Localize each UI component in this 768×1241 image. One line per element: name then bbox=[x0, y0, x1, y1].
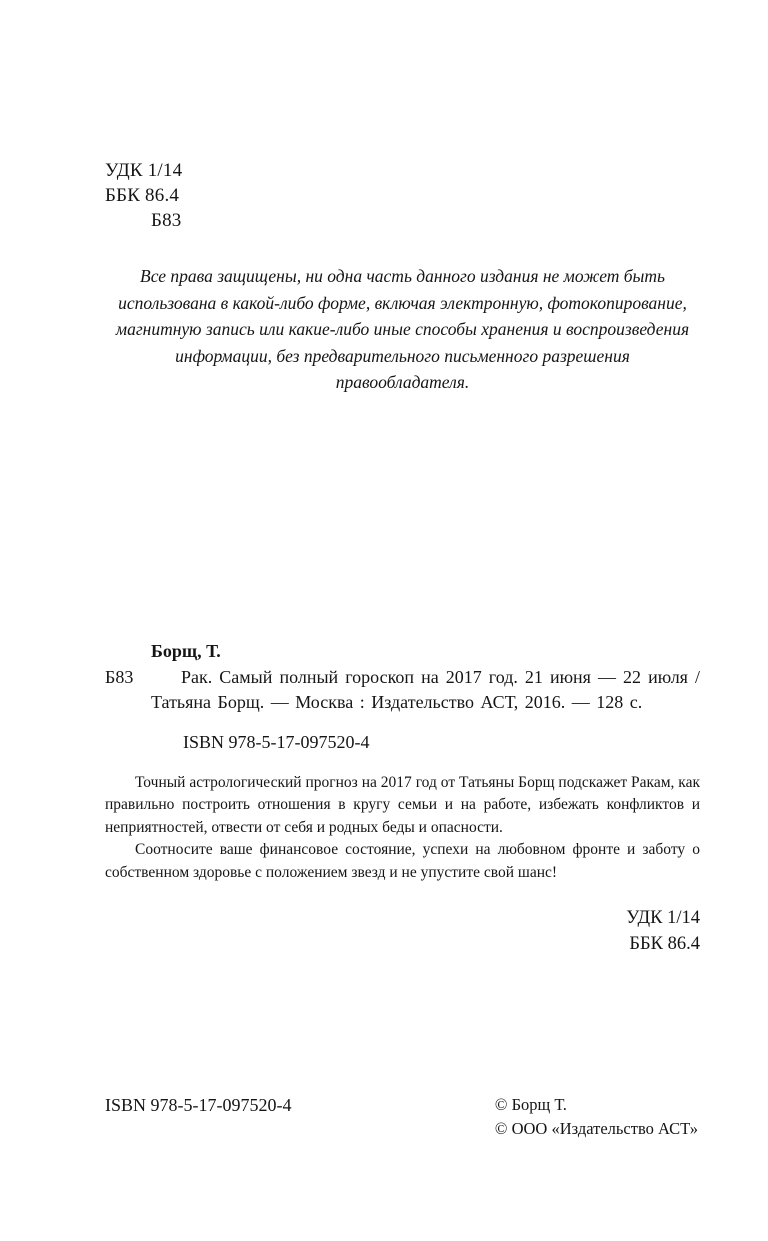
top-classification-codes bbox=[105, 158, 700, 233]
bibliographic-entry bbox=[105, 665, 700, 715]
bbk-code-top: ББК 86.4 bbox=[105, 185, 180, 206]
copyright-author: © Борщ Т. bbox=[494, 1095, 567, 1114]
isbn-main: ISBN 978-5-17-097520-4 bbox=[183, 731, 370, 752]
author-heading: Борщ, Т. bbox=[151, 640, 221, 661]
copyright-block bbox=[495, 1093, 698, 1141]
bottom-classification-codes bbox=[105, 905, 700, 957]
copyright-publisher: © ООО «Издательство АСТ» bbox=[494, 1119, 698, 1138]
rights-notice: Все права защищены, ни одна часть данного издания не может быть использована в какой-либо форме, включая электронную, фотокопирование, магнитную запись или какие-либо иные способы хранения и воспроизведения информации, без предварительного письменного разрешения правообладателя. bbox=[115, 266, 690, 392]
book-code-entry: Б83 bbox=[105, 666, 134, 687]
bibliographic-description: Рак. Самый полный гороскоп на 2017 год. 21 июня — 22 июля / Татьяна Борщ. — Москва : Издательство АСТ, 2016. — 128 с. bbox=[151, 666, 700, 712]
bbk-code-bottom: ББК 86.4 bbox=[629, 934, 700, 954]
bibliographic-section bbox=[105, 639, 700, 958]
footer-line bbox=[105, 1093, 698, 1141]
annotation-paragraph-1: Точный астрологический прогноз на 2017 год от Татьяны Борщ подскажет Ракам, как правильно построить отношения в кругу семьи и на работе, избежать конфликтов и неприятностей, отвести от себя и родных беды и опасности. bbox=[105, 773, 700, 836]
isbn-footer: ISBN 978-5-17-097520-4 bbox=[105, 1095, 292, 1115]
udk-code-top: УДК 1/14 bbox=[105, 160, 183, 181]
udk-code-bottom: УДК 1/14 bbox=[626, 908, 700, 928]
book-code-top: Б83 bbox=[151, 210, 182, 231]
annotation-paragraph-2: Соотносите ваше финансовое состояние, успехи на любовном фронте и заботу о собственном здоровье с положением звезд и не упустите свой шанс! bbox=[105, 841, 700, 881]
